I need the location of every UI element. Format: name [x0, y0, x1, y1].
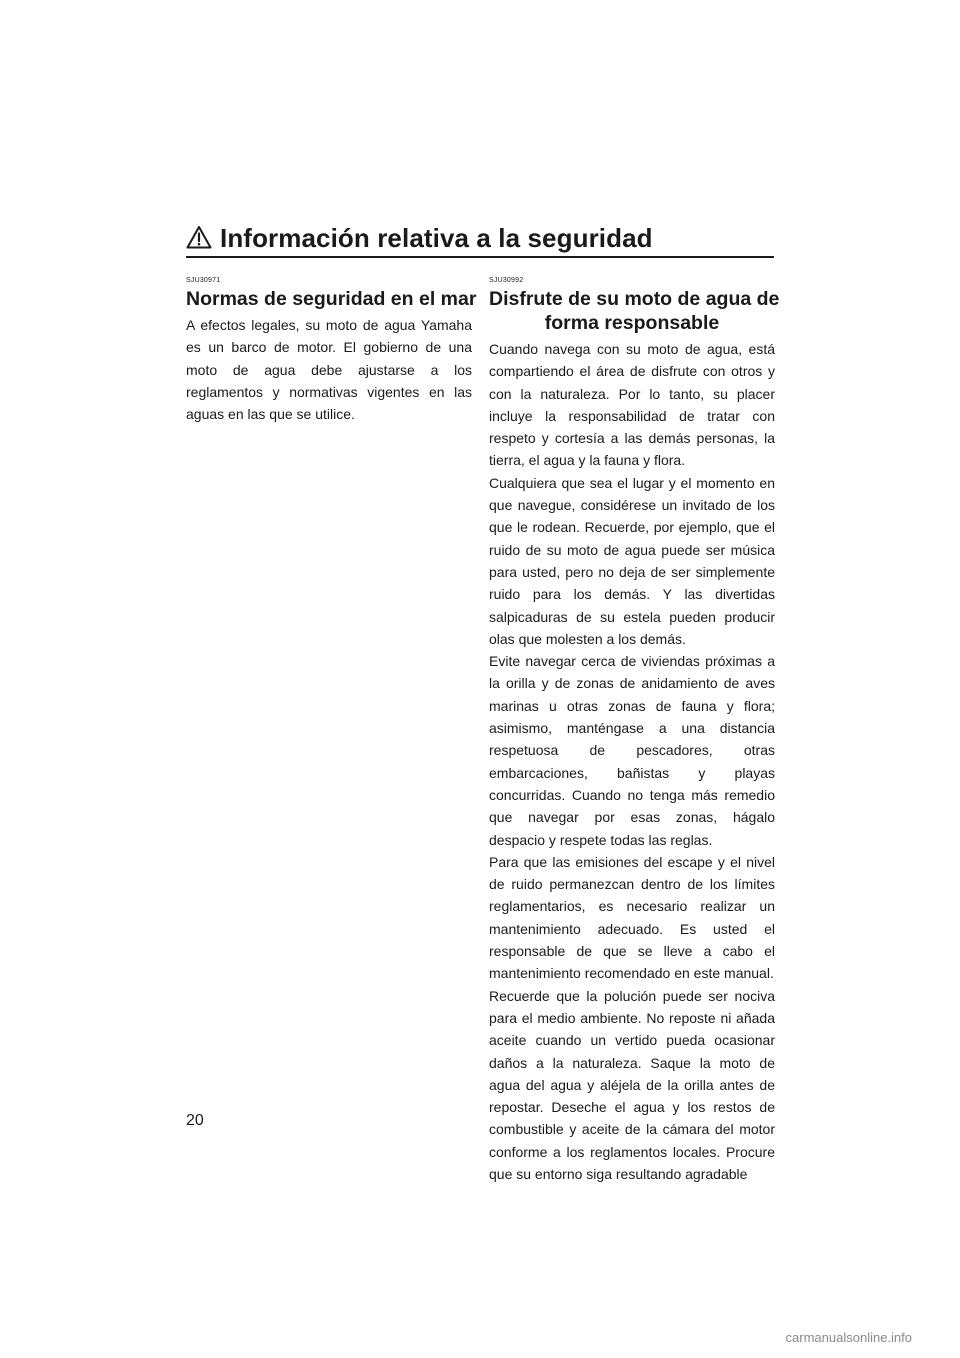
paragraph: Recuerde que la polución puede ser nociva para el medio ambiente. No reposte ni añada aceite cuando un vertido pueda ocasionar daños a la naturaleza. Saque la moto de agua del agua y aléjela de la orilla antes de repostar. Deseche el agua y los restos de combustible y aceite de la cámara del motor conforme a los reglamentos locales. Procure que su entorno siga resultando agradable	[489, 987, 775, 1182]
paragraph: Cuando navega con su moto de agua, está compartiendo el área de disfrute con otros y con la naturaleza. Por lo tanto, su placer incluye la responsabilidad de tratar con respeto y cortesía a las demás personas, la tierra, el agua y la fauna y flora.	[489, 341, 775, 469]
warning-triangle-icon	[186, 225, 212, 249]
section-body	[186, 314, 472, 425]
section-heading: Normas de seguridad en el mar	[186, 288, 477, 310]
section-body	[489, 338, 775, 1185]
left-column	[186, 276, 477, 425]
right-column	[489, 276, 780, 1185]
paragraph: A efectos legales, su moto de agua Yamaha es un barco de motor. El gobierno de una moto de agua debe ajustarse a los reglamentos y normativas vigentes en las aguas en las que se utilice.	[186, 317, 472, 423]
watermark: carmanualsonline.info	[785, 1330, 912, 1345]
paragraph: Cualquiera que sea el lugar y el momento en que navegue, considérese un invitado de los que le rodean. Recuerde, por ejemplo, que el ruido de su moto de agua puede ser música para usted, pero no deja de ser simplemente ruido para los demás. Y las divertidas salpicaduras de su estela pueden producir olas que molesten a los demás.	[489, 474, 775, 647]
paragraph: Para que las emisiones del escape y el nivel de ruido permanezcan dentro de los límites reglamentarios, es necesario realizar un mantenimiento adecuado. Es usted el responsable de que se lleve a cabo el mantenimiento recomendado en este manual.	[489, 853, 775, 982]
paragraph: Evite navegar cerca de viviendas próximas a la orilla y de zonas de anidamiento de aves marinas u otras zonas de fauna y flora; asimismo, manténgase a una distancia respetuosa de pescadores, otras embarcaciones, bañistas y playas concurridas. Cuando no tenga más remedio que navegar por esas zonas, hágalo despacio y respete todas las reglas.	[489, 653, 775, 848]
section-code: SJU30992	[489, 277, 524, 284]
section-code: SJU30971	[186, 277, 221, 284]
page-header	[186, 222, 774, 258]
page-number: 20	[186, 1112, 204, 1129]
section-heading	[489, 287, 780, 335]
heading-line: forma responsable	[544, 312, 720, 334]
page-title: Información relativa a la seguridad	[220, 223, 653, 253]
heading-line: Disfrute de su moto de agua de	[489, 288, 780, 310]
